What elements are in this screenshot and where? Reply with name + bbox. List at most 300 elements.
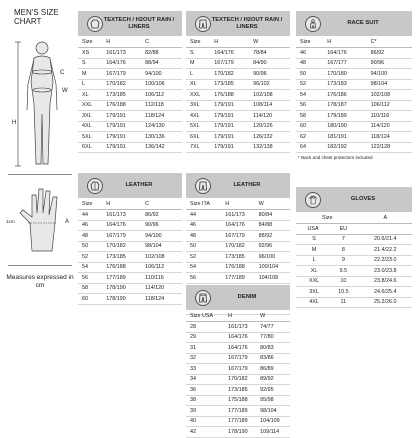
column-header: W: [257, 199, 290, 210]
table-cell: 80/84: [257, 210, 290, 221]
table-cell: 96/100: [257, 252, 290, 263]
table-row: [186, 241, 290, 252]
table-row: [78, 210, 182, 221]
table-cell: 176/188: [212, 90, 251, 101]
table-row: [296, 100, 412, 111]
denim-title: DENIM: [237, 294, 257, 300]
table-cell: 177/189: [226, 406, 258, 417]
table-cell: 161/173: [223, 210, 256, 221]
table-cell: 114/120: [251, 111, 290, 122]
glove-icon: [305, 192, 321, 208]
table-cell: 170/182: [226, 374, 258, 385]
table-cell: 170/182: [104, 79, 143, 90]
table-cell: 104/109: [258, 416, 290, 427]
height-label: H: [12, 120, 17, 126]
table-row: [186, 142, 290, 153]
table-cell: L: [296, 255, 328, 266]
table-row: [186, 322, 290, 333]
table-row: [186, 90, 290, 101]
table-row: [186, 121, 290, 132]
table-cell: 4XL: [78, 121, 104, 132]
table-cell: XS: [78, 48, 104, 59]
table-row: [78, 252, 182, 263]
table-row: [186, 111, 290, 122]
body-silhouette-icon: [4, 32, 76, 172]
table-cell: 176/188: [104, 262, 143, 273]
table-cell: 118/124: [143, 294, 182, 305]
table-cell: 52: [296, 79, 325, 90]
table-cell: 132/138: [251, 142, 290, 153]
table-cell: 22.2/23.0: [356, 255, 412, 266]
table-row: [186, 252, 290, 263]
table-cell: 5XL: [186, 121, 212, 132]
table-cell: 40: [186, 416, 226, 427]
pants-icon: [195, 16, 211, 32]
table-cell: 33: [186, 364, 226, 375]
table-cell: S: [78, 58, 104, 69]
table-cell: XXL: [296, 276, 328, 287]
textech-jacket-title: TEXTECH / H2OUT RAIN / LINERS: [103, 16, 175, 30]
table-row: [186, 58, 290, 69]
table-cell: 177/189: [226, 416, 258, 427]
table-cell: 161/173: [104, 48, 143, 59]
table-row: [186, 427, 290, 438]
measures-note: Measures expressed in cm: [6, 274, 74, 289]
table-cell: 167/179: [212, 58, 251, 69]
column-header: W: [251, 37, 290, 48]
table-row: [296, 48, 412, 59]
table-row: [186, 385, 290, 396]
table-cell: 56: [186, 273, 223, 284]
column-header: C: [143, 37, 182, 48]
table-row: [186, 364, 290, 375]
leather-pants-icon: [195, 178, 211, 194]
table-cell: 6XL: [186, 132, 212, 143]
column-header: H: [104, 199, 143, 210]
table-row: [296, 287, 412, 298]
table-row: [78, 294, 182, 305]
table-cell: 34: [186, 374, 226, 385]
table-cell: 94/100: [143, 231, 182, 242]
denim-header: [186, 285, 290, 311]
column-header: H: [212, 37, 251, 48]
textech-jacket-header: [78, 11, 182, 37]
table-cell: 102/108: [251, 90, 290, 101]
table-cell: 130/136: [143, 132, 182, 143]
table-cell: 161/173: [104, 210, 143, 221]
table-row: [296, 69, 412, 80]
table-cell: 52: [78, 252, 104, 263]
table-cell: 54: [78, 262, 104, 273]
table-cell: 48: [296, 58, 325, 69]
table-cell: 96/102: [251, 79, 290, 90]
table-cell: 176/186: [325, 90, 368, 101]
table-cell: 94/100: [369, 69, 412, 80]
table-cell: 44: [186, 210, 223, 221]
table-cell: 179/191: [104, 121, 143, 132]
table-cell: 122/128: [369, 142, 412, 153]
table-cell: 78/84: [251, 48, 290, 59]
table-cell: 164/176: [223, 220, 256, 231]
table-cell: 3XL: [296, 287, 328, 298]
table-cell: 164/176: [325, 48, 368, 59]
table-cell: 90/96: [369, 58, 412, 69]
gloves-header: [296, 187, 412, 213]
table-cell: 161/173: [226, 322, 258, 333]
table-cell: 179/191: [104, 111, 143, 122]
table-cell: 7XL: [186, 142, 212, 153]
column-header: Size: [78, 199, 104, 210]
table-cell: 10: [328, 276, 356, 287]
table-row: [78, 111, 182, 122]
table-cell: M: [78, 69, 104, 80]
table-cell: 100/104: [257, 262, 290, 273]
table-row: [186, 353, 290, 364]
table-body: [186, 322, 290, 438]
column-subheader: USA: [296, 224, 328, 235]
textech-pants-table: [186, 37, 290, 153]
denim-panel: [186, 285, 290, 438]
table-cell: 100/106: [143, 79, 182, 90]
table-cell: 167/177: [325, 58, 368, 69]
protectors-note: * Back and chest protectors included: [298, 155, 373, 160]
table-cell: XL: [296, 266, 328, 277]
table-cell: 108/114: [251, 100, 290, 111]
table-row: [296, 79, 412, 90]
table-cell: 64: [296, 142, 325, 153]
table-cell: 46: [296, 48, 325, 59]
table-row: [296, 234, 412, 245]
table-cell: 92/95: [258, 385, 290, 396]
table-cell: 104/108: [257, 273, 290, 284]
table-cell: 31: [186, 343, 226, 354]
table-row: [296, 266, 412, 277]
leather-pants-header: [186, 173, 290, 199]
table-cell: 114/120: [369, 121, 412, 132]
table-cell: 21.4/22.2: [356, 245, 412, 256]
race-suit-panel: [296, 11, 412, 162]
table-row: [78, 241, 182, 252]
table-cell: 179/191: [104, 132, 143, 143]
table-cell: 175/188: [226, 395, 258, 406]
table-cell: 167/179: [226, 364, 258, 375]
chest-label: C: [60, 70, 65, 76]
table-cell: 88/94: [143, 58, 182, 69]
table-row: [296, 58, 412, 69]
table-cell: 48: [78, 231, 104, 242]
table-cell: 167/179: [223, 231, 256, 242]
race-suit-header: [296, 11, 412, 37]
column-header: H: [223, 199, 256, 210]
table-cell: 11: [328, 297, 356, 308]
table-row: [296, 276, 412, 287]
table-cell: 179/191: [212, 111, 251, 122]
table-cell: 102/108: [143, 252, 182, 263]
leather-jacket-icon: [87, 178, 103, 194]
table-body: [186, 48, 290, 153]
table-row: [186, 79, 290, 90]
table-row: [78, 142, 182, 153]
table-cell: 182/192: [325, 142, 368, 153]
table-cell: 95/98: [258, 395, 290, 406]
table-body: [296, 234, 412, 308]
table-cell: 110/116: [143, 273, 182, 284]
table-cell: 90/96: [143, 220, 182, 231]
table-cell: 98/104: [143, 241, 182, 252]
table-row: [78, 58, 182, 69]
table-cell: 164/176: [212, 48, 251, 59]
column-header: C: [143, 199, 182, 210]
column-header: H: [104, 37, 143, 48]
table-cell: 84/88: [257, 220, 290, 231]
textech-pants-header: [186, 11, 290, 37]
table-cell: 176/188: [223, 262, 256, 273]
table-row: [186, 262, 290, 273]
table-cell: 118/124: [369, 132, 412, 143]
table-cell: 54: [186, 262, 223, 273]
table-cell: 50: [78, 241, 104, 252]
table-cell: 94/100: [143, 69, 182, 80]
table-cell: XXL: [186, 90, 212, 101]
table-cell: 86/89: [258, 364, 290, 375]
table-cell: 28: [186, 322, 226, 333]
table-cell: S: [296, 234, 328, 245]
table-cell: 42: [186, 427, 226, 438]
table-cell: 3XL: [186, 100, 212, 111]
table-cell: 50: [296, 69, 325, 80]
race-suit-table: [296, 37, 412, 153]
denim-table: [186, 311, 290, 438]
table-cell: 164/176: [226, 343, 258, 354]
table-cell: 179/191: [212, 132, 251, 143]
table-cell: 20.6/21.4: [356, 234, 412, 245]
table-cell: 112/118: [143, 100, 182, 111]
table-row: [186, 69, 290, 80]
table-cell: 179/191: [104, 142, 143, 153]
column-header: W: [258, 311, 290, 322]
table-row: [78, 79, 182, 90]
table-cell: 4XL: [186, 111, 212, 122]
leather-jacket-title: LEATHER: [125, 182, 153, 188]
table-row: [186, 406, 290, 417]
table-cell: 58: [78, 283, 104, 294]
table-cell: 179/191: [212, 100, 251, 111]
table-cell: 177/189: [104, 273, 143, 284]
table-cell: 120/126: [251, 121, 290, 132]
table-row: [78, 231, 182, 242]
chart-legend: [4, 8, 76, 290]
table-row: [186, 332, 290, 343]
hand-a-label: A: [65, 219, 70, 225]
table-row: [78, 121, 182, 132]
table-cell: 25.2/26.0: [356, 297, 412, 308]
table-cell: 98/104: [258, 406, 290, 417]
column-subheader: EU: [328, 224, 356, 235]
table-cell: 178/190: [104, 283, 143, 294]
table-cell: 180/190: [325, 121, 368, 132]
table-cell: 89/92: [258, 374, 290, 385]
table-cell: 3XL: [78, 111, 104, 122]
table-cell: 102/108: [369, 90, 412, 101]
table-cell: 170/182: [223, 241, 256, 252]
table-row: [296, 90, 412, 101]
table-row: [186, 132, 290, 143]
table-cell: 181/191: [325, 132, 368, 143]
textech-pants-title: TEXTECH / H2OUT RAIN / LINERS: [211, 16, 283, 30]
table-cell: 48: [186, 231, 223, 242]
table-cell: 74/77: [258, 322, 290, 333]
table-cell: 164/176: [226, 332, 258, 343]
table-cell: 136/142: [143, 142, 182, 153]
table-cell: 60: [78, 294, 104, 305]
table-cell: 80/83: [258, 343, 290, 354]
table-row: [296, 245, 412, 256]
table-row: [186, 273, 290, 284]
table-cell: 109/114: [258, 427, 290, 438]
table-cell: 32: [186, 353, 226, 364]
column-header: Size: [296, 37, 325, 48]
table-cell: 179/191: [212, 142, 251, 153]
table-cell: 46: [78, 220, 104, 231]
table-cell: 178/190: [104, 294, 143, 305]
table-cell: 98/104: [369, 79, 412, 90]
table-row: [186, 210, 290, 221]
table-cell: 4XL: [296, 297, 328, 308]
chart-title: MEN'S SIZE CHART: [14, 8, 59, 26]
table-cell: 92/96: [257, 241, 290, 252]
jacket-icon: [87, 16, 103, 32]
table-cell: 118/124: [143, 111, 182, 122]
table-cell: 6XL: [78, 142, 104, 153]
table-cell: 9.5: [328, 266, 356, 277]
table-cell: 179/191: [212, 121, 251, 132]
table-cell: 60: [296, 121, 325, 132]
table-cell: 54: [296, 90, 325, 101]
table-cell: 5XL: [78, 132, 104, 143]
gloves-title: GLOVES: [350, 196, 376, 202]
table-cell: 83/86: [258, 353, 290, 364]
table-cell: 24.6/25.4: [356, 287, 412, 298]
table-row: [78, 262, 182, 273]
table-cell: 114/120: [143, 283, 182, 294]
table-cell: 177/189: [223, 273, 256, 284]
table-row: [78, 273, 182, 284]
table-cell: 178/187: [325, 100, 368, 111]
table-body: [296, 48, 412, 153]
table-cell: 84/90: [251, 58, 290, 69]
table-row: [186, 48, 290, 59]
table-cell: 36: [186, 385, 226, 396]
table-cell: XL: [186, 79, 212, 90]
table-cell: 173/185: [226, 385, 258, 396]
table-cell: 77/80: [258, 332, 290, 343]
table-cell: 167/179: [104, 69, 143, 80]
table-row: [186, 100, 290, 111]
table-cell: 106/112: [143, 262, 182, 273]
leather-jacket-header: [78, 173, 182, 199]
table-cell: 170/182: [104, 241, 143, 252]
table-cell: 178/190: [226, 427, 258, 438]
table-row: [78, 90, 182, 101]
table-cell: 110/116: [369, 111, 412, 122]
table-row: [186, 416, 290, 427]
waist-label: W: [62, 88, 68, 94]
table-cell: 90/96: [251, 69, 290, 80]
textech-jacket-panel: [78, 11, 182, 153]
gloves-table: [296, 213, 412, 308]
table-row: [78, 220, 182, 231]
table-row: [78, 283, 182, 294]
table-row: [186, 374, 290, 385]
textech-jacket-table: [78, 37, 182, 153]
table-cell: 56: [78, 273, 104, 284]
table-cell: L: [186, 69, 212, 80]
table-cell: 23.0/23.8: [356, 266, 412, 277]
table-row: [186, 343, 290, 354]
table-cell: 170/180: [325, 69, 368, 80]
textech-pants-panel: [186, 11, 290, 153]
table-cell: 39: [186, 406, 226, 417]
column-header: Size: [78, 37, 104, 48]
table-cell: 62: [296, 132, 325, 143]
column-header: Size ITA: [186, 199, 223, 210]
table-row: [186, 231, 290, 242]
table-row: [296, 255, 412, 266]
race-suit-title: RACE SUIT: [347, 20, 379, 26]
table-cell: 106/112: [369, 100, 412, 111]
table-cell: S: [186, 48, 212, 59]
table-row: [296, 121, 412, 132]
table-cell: 170/182: [212, 69, 251, 80]
table-row: [78, 100, 182, 111]
column-header: Size: [296, 213, 356, 224]
column-header: H: [226, 311, 258, 322]
column-header: H: [325, 37, 368, 48]
table-cell: 44: [78, 210, 104, 221]
table-row: [296, 132, 412, 143]
table-cell: L: [78, 79, 104, 90]
table-row: [186, 395, 290, 406]
table-row: [78, 132, 182, 143]
table-cell: 10.5: [328, 287, 356, 298]
table-cell: 167/179: [104, 231, 143, 242]
table-cell: 8: [328, 245, 356, 256]
table-cell: 29: [186, 332, 226, 343]
table-cell: XXL: [78, 100, 104, 111]
table-cell: 7: [328, 234, 356, 245]
table-cell: 9: [328, 255, 356, 266]
hand-icon: [4, 179, 76, 257]
table-cell: 50: [186, 241, 223, 252]
table-cell: 86/92: [369, 48, 412, 59]
table-cell: 173/183: [325, 79, 368, 90]
table-cell: 58: [296, 111, 325, 122]
table-cell: 164/176: [104, 220, 143, 231]
table-cell: 176/188: [104, 100, 143, 111]
table-body: [78, 48, 182, 153]
table-cell: 173/185: [104, 90, 143, 101]
table-body: [78, 210, 182, 305]
table-row: [296, 111, 412, 122]
table-cell: 173/185: [223, 252, 256, 263]
column-header: Size USA: [186, 311, 226, 322]
table-row: [186, 220, 290, 231]
table-cell: 106/112: [143, 90, 182, 101]
race-suit-icon: [305, 16, 321, 32]
table-cell: M: [186, 58, 212, 69]
hand-figure: [4, 179, 76, 259]
table-cell: 46: [186, 220, 223, 231]
